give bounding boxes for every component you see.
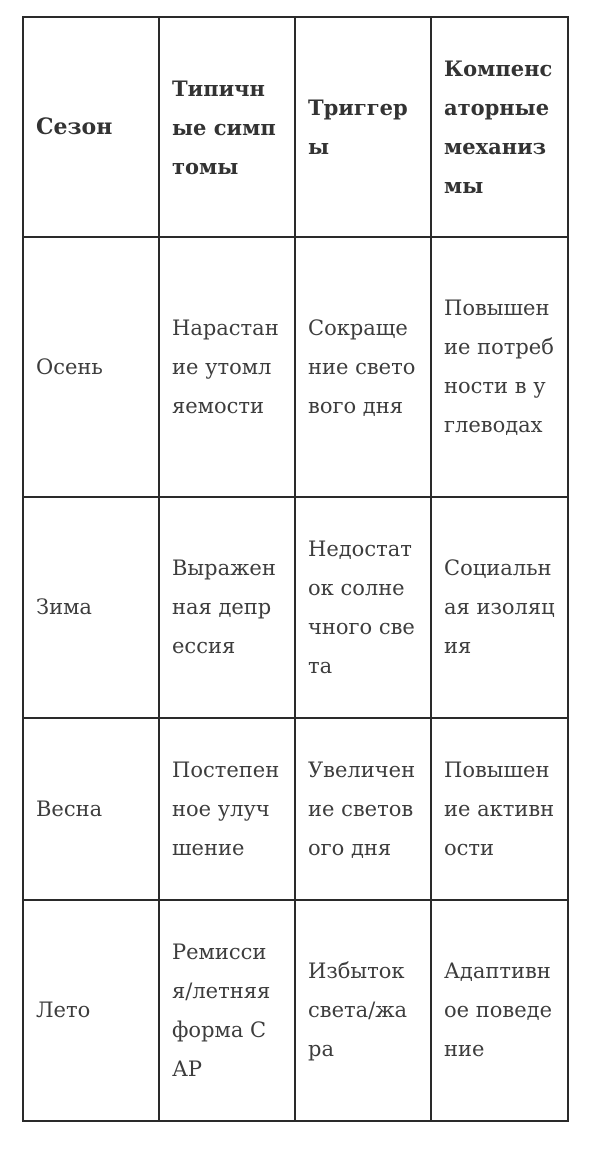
cell-season: Весна (23, 718, 159, 900)
table-row (23, 237, 568, 497)
table-header (23, 17, 568, 237)
table-row (23, 497, 568, 718)
cell-season: Зима (23, 497, 159, 718)
table-row (23, 718, 568, 900)
cell-mechanisms: Адаптивное поведение (431, 900, 568, 1121)
cell-symptoms: Ремиссия/летняя форма САР (159, 900, 295, 1121)
cell-symptoms: Выраженная депрессия (159, 497, 295, 718)
cell-symptoms: Постепенное улучшение (159, 718, 295, 900)
header-triggers: Триггеры (295, 17, 431, 237)
seasonal-symptoms-table (22, 16, 569, 1122)
cell-triggers: Недостаток солнечного света (295, 497, 431, 718)
cell-triggers: Сокращение светового дня (295, 237, 431, 497)
cell-symptoms: Нарастание утомляемости (159, 237, 295, 497)
header-season: Сезон (23, 17, 159, 237)
cell-triggers: Увеличение светового дня (295, 718, 431, 900)
cell-mechanisms: Повышение потребности в углеводах (431, 237, 568, 497)
cell-season: Лето (23, 900, 159, 1121)
cell-triggers: Избыток света/жара (295, 900, 431, 1121)
header-row (23, 17, 568, 237)
cell-season: Осень (23, 237, 159, 497)
cell-mechanisms: Социальная изоляция (431, 497, 568, 718)
header-symptoms: Типичные симптомы (159, 17, 295, 237)
header-mechanisms: Компенсаторные механизмы (431, 17, 568, 237)
table-body (23, 237, 568, 1121)
table-row (23, 900, 568, 1121)
cell-mechanisms: Повышение активности (431, 718, 568, 900)
